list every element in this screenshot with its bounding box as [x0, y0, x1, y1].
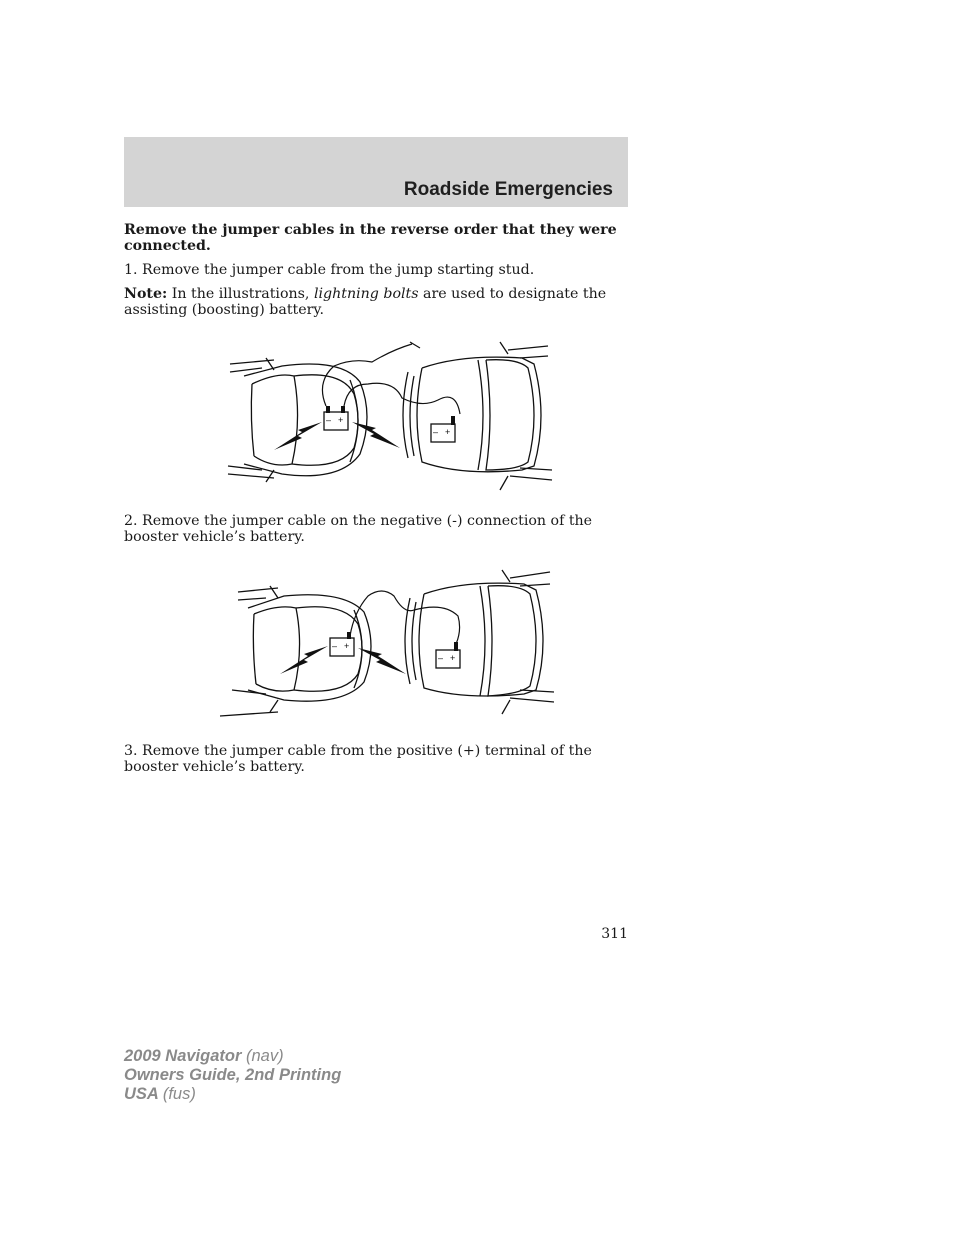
lightning-bolt-icon: [352, 422, 400, 448]
note-text-italic: lightning bolts: [313, 286, 419, 302]
lightning-bolt-icon: [280, 646, 328, 674]
right-battery: [431, 416, 455, 442]
footer-region: USA: [124, 1085, 159, 1103]
lightning-bolt-icon: [274, 422, 322, 450]
battery-minus-label: –: [433, 427, 439, 437]
footer-line-2: Owners Guide, 2nd Printing: [124, 1066, 342, 1084]
battery-minus-label: –: [438, 653, 444, 663]
note-label: Note:: [124, 286, 168, 302]
jumper-cable-figure-1: [222, 336, 558, 498]
step-1-text: 1. Remove the jumper cable from the jump starting stud.: [124, 262, 535, 278]
step-2-text: 2. Remove the jumper cable on the negative (-) connection of the booster vehicle’s battery.: [124, 513, 593, 545]
jumper-cables: [322, 342, 460, 414]
footer-region-code: (fus): [162, 1085, 196, 1103]
step-3-text: 3. Remove the jumper cable from the positive (+) terminal of the booster vehicle’s battery.: [124, 743, 592, 775]
battery-minus-label: –: [332, 641, 338, 651]
battery-plus-label: +: [344, 641, 350, 651]
footer-info: [124, 1047, 341, 1104]
battery-plus-label: +: [450, 653, 456, 663]
section-title: Roadside Emergencies: [403, 179, 613, 200]
right-battery: [436, 642, 460, 668]
note-paragraph: [124, 286, 630, 318]
right-vehicle-outline: [403, 342, 552, 490]
jumper-cable-figure-2: [218, 566, 554, 724]
footer-model-code: (nav): [246, 1047, 284, 1065]
lightning-bolt-icon: [358, 648, 406, 674]
right-vehicle-outline: [405, 570, 554, 714]
page-number: 311: [601, 926, 628, 942]
left-battery: [324, 406, 348, 430]
left-battery: [330, 632, 354, 656]
battery-plus-label: +: [338, 415, 344, 425]
note-text-before: In the illustrations,: [171, 286, 310, 302]
warning-text: Remove the jumper cables in the reverse order that they were connected.: [124, 222, 617, 254]
battery-plus-label: +: [445, 427, 451, 437]
battery-minus-label: –: [326, 415, 332, 425]
footer-line-1: [124, 1047, 341, 1066]
note-text-after: are used to designate the assisting (boosting) battery.: [124, 286, 607, 318]
footer-line-3: [124, 1085, 341, 1104]
section-header-band: [124, 137, 628, 207]
footer-model: 2009 Navigator: [124, 1047, 242, 1065]
